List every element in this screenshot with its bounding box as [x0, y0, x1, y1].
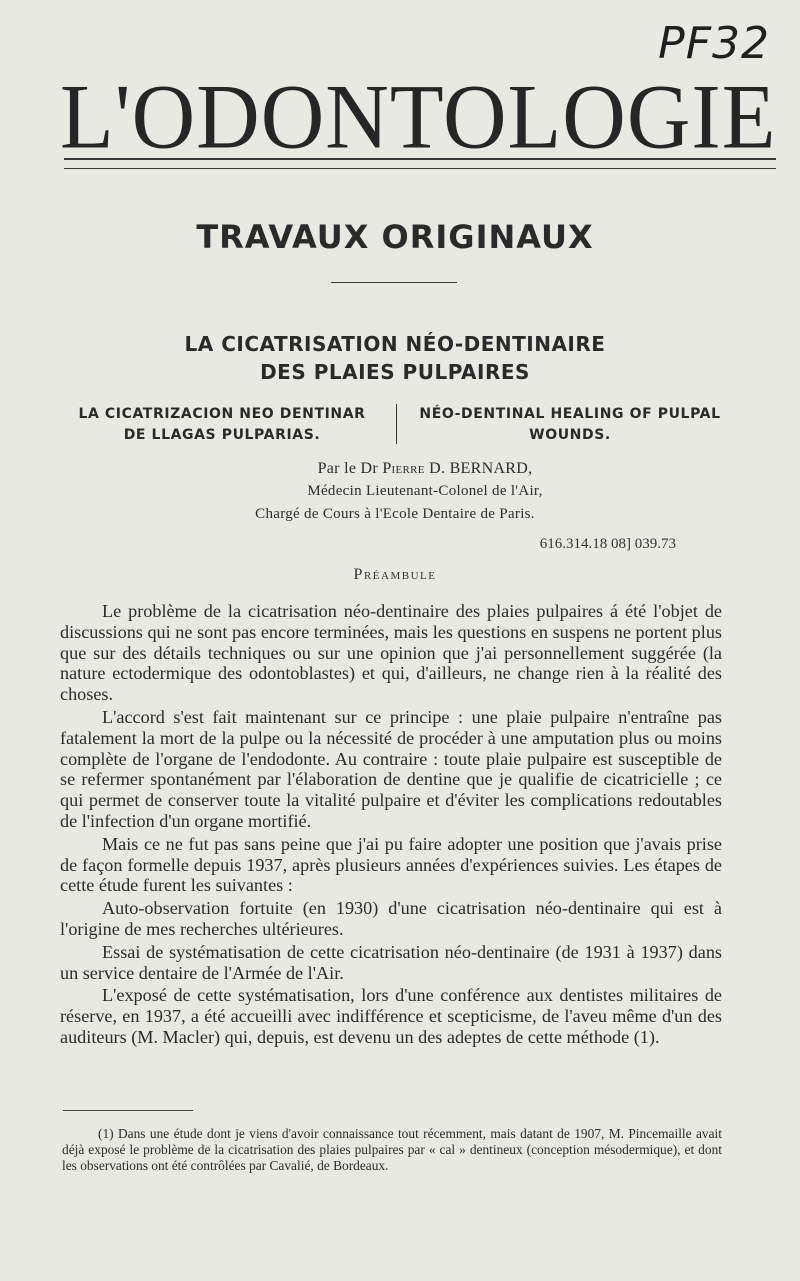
spanish-title-line1: LA CICATRIZACION NEO DENTINAR [78, 406, 366, 422]
byline-role: Médecin Lieutenant-Colonel de l'Air, [307, 483, 543, 499]
paragraph: Mais ce ne fut pas sans peine que j'ai pu faire adopter une position que j'avais prise de façon formelle depuis 1937, après plusieurs années d'expériences suivies. Les étapes de cette étude furent les suivantes : [60, 833, 722, 896]
paragraph: Essai de systématisation de cette cicatrisation néo-dentinaire (de 1931 à 1937) dans un service dentaire de l'Armée de l'Air. [60, 941, 722, 983]
paragraph: L'accord s'est fait maintenant sur ce principe : une plaie pulpaire n'entraîne pas fatalement la mort de la pulpe ou la nécessité de procéder à une amputation plus ou moins complète de l'organe de l'endodonte. Au contraire : toute plaie pulpaire est susceptible de se refermer spontanément par l'élaboration de dentine que je qualifie de cicatricielle ; ce qui permet de conserver toute la vitalité pulpaire et d'éviter les complications redoutables de l'infection d'un organe mortifié. [60, 706, 722, 831]
english-title [400, 404, 740, 446]
classification-code: 616.314.18 08] 039.73 [539, 536, 676, 552]
spanish-title [52, 404, 392, 446]
section-rule [331, 282, 457, 283]
title-separator [396, 404, 397, 444]
english-title-line1: NÉO-DENTINAL HEALING OF PULPAL [419, 406, 721, 422]
footnote [62, 1126, 722, 1174]
title-double-rule [64, 158, 776, 169]
english-title-line2: WOUNDS. [529, 427, 611, 443]
article-title [0, 330, 790, 386]
paragraph: Le problème de la cicatrisation néo-dentinaire des plaies pulpaires á été l'objet de discussions qui ne sont pas encore terminées, mais les questions en suspens ne portent plus que sur des détails techniques ou sur une opinion que j'ai personnellement suggérée (la nature ectodermique des odontoblastes) et qui, d'ailleurs, ne change rien à la réalité des choses. [60, 601, 722, 705]
byline-affiliation: Chargé de Cours à l'Ecole Dentaire de Paris. [255, 506, 535, 522]
article-body [60, 601, 722, 1050]
byline-prefix: Par le Dr [317, 460, 379, 477]
spanish-title-line2: DE LLAGAS PULPARIAS. [123, 427, 321, 443]
article-title-line2: DES PLAIES PULPAIRES [260, 360, 530, 384]
author-name: Pierre D. BERNARD, [382, 460, 533, 477]
footnote-rule [63, 1110, 193, 1111]
journal-title: L'ODONTOLOGIE [60, 66, 777, 169]
article-title-line1: LA CICATRISATION NÉO-DENTINAIRE [184, 332, 606, 356]
paragraph: L'exposé de cette systématisation, lors d'une conférence aux dentistes militaires de réserve, en 1937, a été accueilli avec indifférence et scepticisme, de l'aveu même d'un des auditeurs (M. Macler) qui, depuis, est devenu un des adeptes de cette méthode (1). [60, 985, 722, 1047]
section-title: TRAVAUX ORIGINAUX [196, 218, 594, 256]
footnote-text: (1) Dans une étude dont je viens d'avoir connaissance tout récemment, mais datant de 1907, M. Pincemaille avait déjà exposé le problème de la cicatrisation des plaies pulpaires par « cal » dentineux (conception mésodermique), et dont les observations ont été contrôlées par Cavalié, de Bordeaux. [62, 1126, 722, 1173]
paragraph: Auto-observation fortuite (en 1930) d'une cicatrisation néo-dentinaire qui est à l'origine de mes recherches ultérieures. [60, 898, 722, 939]
handwritten-note: PF32 [658, 18, 770, 69]
preamble-heading: Préambule [353, 566, 437, 583]
byline-author [30, 460, 800, 478]
